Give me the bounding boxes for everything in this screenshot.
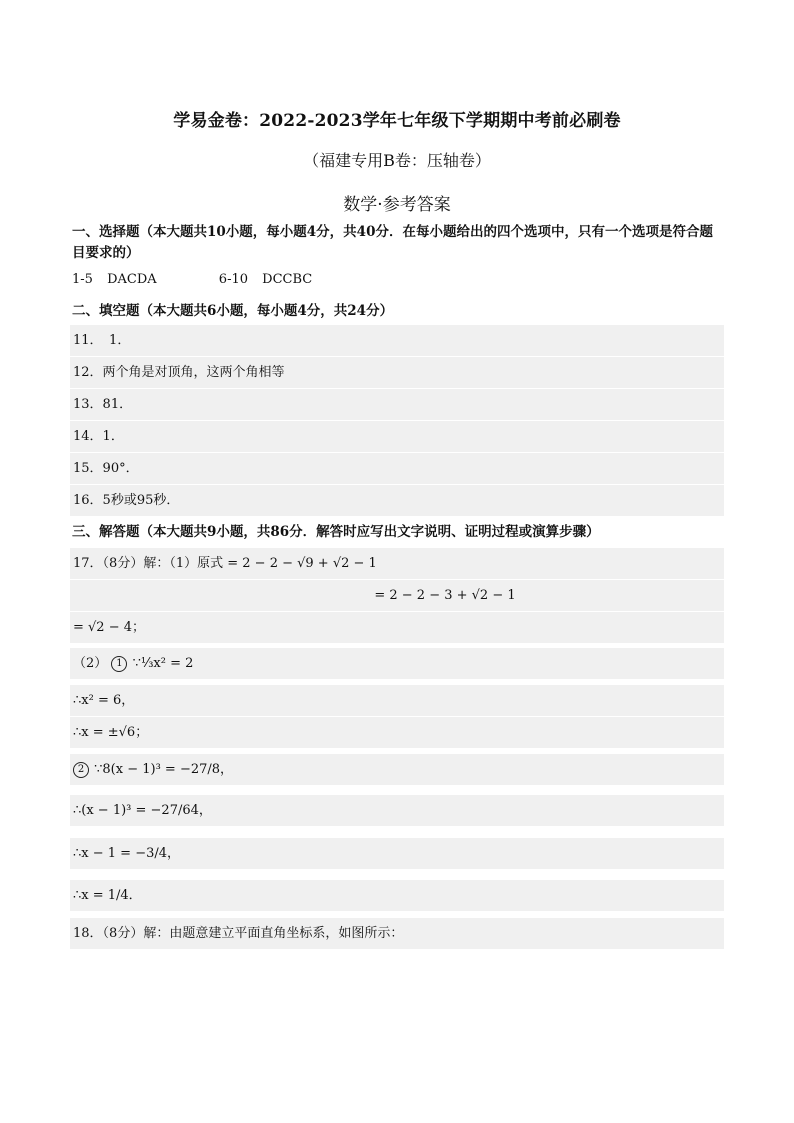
q17-equation-1: ∵⅓x² = 2 (132, 656, 194, 671)
fill-answer-11: 11． 1． (70, 325, 724, 356)
section1-answers (72, 272, 312, 287)
document-title: 学易金卷：2022-2023学年七年级下学期期中考前必刷卷 (173, 111, 621, 131)
fill-answer-14: 14．1． (70, 421, 724, 452)
q17-part2-step3 (70, 717, 724, 748)
q17-step-cube: ∴(x − 1)³ = −27/64， (73, 803, 212, 818)
section2-heading: 二、填空题（本大题共6小题，每小题4分，共24分） (72, 303, 394, 319)
q17-expression-2: = 2 − 2 − 3 + √2 − 1 (374, 588, 516, 603)
q17-part2-label: （2） (73, 656, 108, 671)
section1-heading: 一、选择题（本大题共10小题，每小题4分，共40分．在每小题给出的四个选项中，只有一个选项是符合题目要求的） (72, 224, 713, 261)
q17-step-x-squared: ∴x² = 6， (73, 693, 135, 708)
q17-result-1: = √2 − 4； (73, 620, 146, 635)
q17-part2-step1 (70, 648, 724, 679)
fill-answer-16: 16．5秒或95秒． (70, 485, 724, 516)
q17-equation-2: ∵8(x − 1)³ = −27/8， (94, 762, 234, 777)
q17-part2-step2 (70, 685, 724, 716)
q18-intro: 18．（8分）解：由题意建立平面直角坐标系，如图所示： (70, 918, 724, 949)
answer-range-label-1-5: 1-5 (72, 272, 93, 287)
q17-part2-step5 (70, 795, 724, 826)
q17-part1-line3 (70, 612, 724, 643)
q17-part1-line1 (70, 548, 724, 579)
document-subtitle: （福建专用B卷：压轴卷） (303, 151, 491, 170)
section3-heading: 三、解答题（本大题共9小题，共86分．解答时应写出文字说明、证明过程或演算步骤） (72, 524, 600, 540)
circled-number-1: 1 (111, 656, 127, 672)
q17-part2-step6 (70, 838, 724, 869)
fill-answer-15: 15．90°． (70, 453, 724, 484)
answer-range-label-6-10: 6-10 (218, 272, 249, 287)
fill-answer-13: 13．81． (70, 389, 724, 420)
q17-part2-step4 (70, 754, 724, 785)
answer-range-1-5: DACDA (107, 272, 157, 287)
q17-final-answer: ∴x = 1/4． (73, 888, 142, 903)
q17-expression-1: = 2 − 2 − √9 + √2 − 1 (227, 556, 377, 571)
q17-part1-line2 (70, 580, 724, 611)
circled-number-2: 2 (73, 762, 89, 778)
fill-answer-12: 12．两个角是对顶角，这两个角相等 (70, 357, 724, 388)
q17-step-root: ∴x − 1 = −3/4， (73, 846, 181, 861)
q17-part2-step7 (70, 880, 724, 911)
document-heading: 数学·参考答案 (343, 195, 451, 215)
q17-prefix: 17．（8分）解：（1）原式 (73, 556, 224, 571)
q17-step-x-value: ∴x = ±√6； (73, 725, 149, 740)
answer-range-6-10: DCCBC (262, 272, 313, 287)
